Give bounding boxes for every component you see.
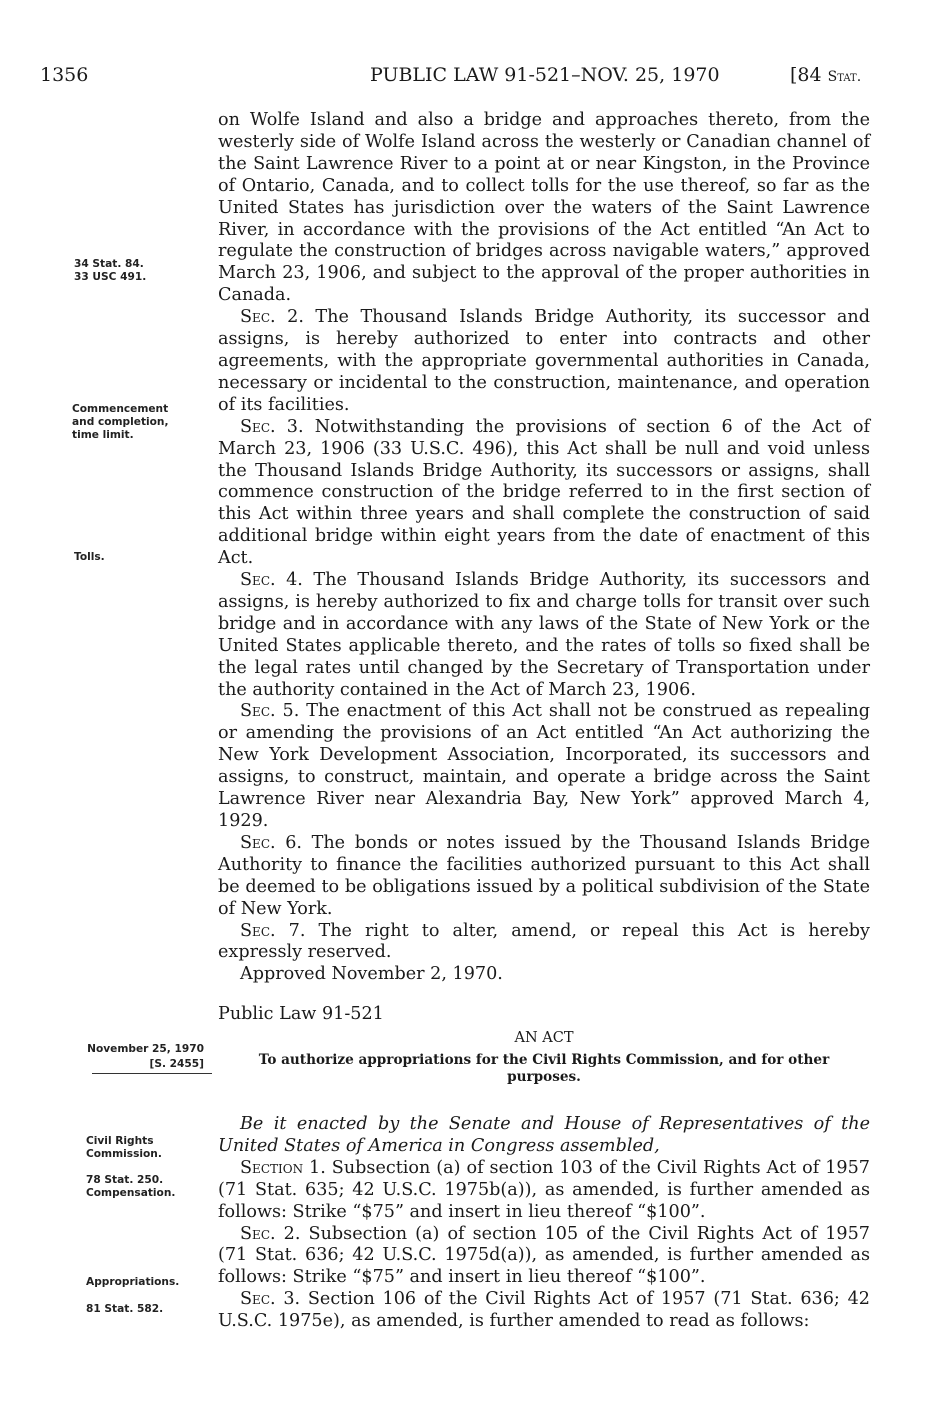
section-7 — [218, 921, 870, 965]
page-number: 1356 — [40, 64, 89, 86]
an-act-heading: AN ACT — [514, 1030, 574, 1046]
section-5-text: 5. The enactment of this Act shall not be construed as repealing or amending the provisions of an Act entitled “An Act authorizing the New York Development Association, Incorporated, its successors and assigns, to construct, maintain, and operate a bridge across the Saint Lawrence River near Alexandria Bay, New York” approved March 4, 1929. — [218, 701, 870, 831]
margin-note-tolls: Tolls. — [74, 551, 105, 563]
sec-label: Sec. — [240, 701, 276, 722]
opening-paragraph: on Wolfe Island and also a bridge and approaches thereto, from the westerly side of Wolfe Island across the westerly or Canadian channel of the Saint Lawrence River to a point at or near Kingston, in the Province of Ontario, Canada, and to collect tolls for the use thereof, so far as the United States has jurisdiction over the waters of the Saint Lawrence River, in accordance with the provisions of the Act entitled “An Act to regulate the construction of bridges across navigable waters,” approved March 23, 1906, and subject to the approval of the proper authorities in Canada. — [218, 110, 870, 306]
stat-volume — [790, 64, 861, 86]
sec-label: Sec. — [240, 307, 276, 328]
stat-volume-word: Stat. — [827, 69, 862, 85]
margin-note-line: 34 Stat. 84. — [74, 258, 144, 270]
margin-note-line: and completion, — [72, 416, 169, 428]
margin-note-stat-582: 81 Stat. 582. — [86, 1303, 164, 1315]
sec-label: Sec. — [240, 416, 276, 437]
section-2 — [218, 307, 870, 417]
new-section-1-text: 1. Subsection (a) of section 103 of the Civil Rights Act of 1957 (71 Stat. 635; 42 U.S.C. 1975b(a)), as amended, is further amended as follows: Strike “$75” and insert in lieu thereof “$100”. — [218, 1157, 870, 1222]
sec-label: Sec. — [240, 570, 276, 591]
margin-note-line: 33 USC 491. — [74, 271, 147, 283]
section-label: Section — [240, 1157, 304, 1178]
section-6-text: 6. The bonds or notes issued by the Thousand Islands Bridge Authority to finance the facilities authorized pursuant to this Act shall be deemed to be obligations issued by a political subdivision of the State of New York. — [218, 832, 870, 919]
sec-label: Sec. — [240, 920, 276, 941]
sec-label: Sec. — [240, 1223, 276, 1244]
margin-note-appropriations: Appropriations. — [86, 1276, 180, 1288]
margin-note-line: Commencement — [72, 403, 169, 415]
sec-label: Sec. — [240, 1289, 276, 1310]
section-3-text: 3. Notwithstanding the provisions of section 6 of the Act of March 23, 1906 (33 U.S.C. 496), this Act shall be null and void unless the Thousand Islands Bridge Authority, its successors or assigns, shall commence construction of the bridge referred to in the first section of this Act within three years and shall complete the construction of said additional bridge within eight years from the date of enactment of this Act. — [218, 416, 870, 569]
new-section-2-text: 2. Subsection (a) of section 105 of the Civil Rights Act of 1957 (71 Stat. 636; 42 U.S.C. 1975d(a)), as amended, is further amended as follows: Strike “$75” and insert in lieu thereof “$100”. — [218, 1223, 870, 1288]
section-2-text: 2. The Thousand Islands Bridge Authority, its successor and assigns, is hereby authorized to enter into contracts and other agreements, with the appropriate governmental authorities in Canada, necessary or incidental to the construction, maintenance, and operation of its facilities. — [218, 307, 870, 415]
margin-note-bill: [S. 2455] — [149, 1058, 204, 1070]
section-4 — [218, 570, 870, 701]
section-7-text: 7. The right to alter, amend, or repeal this Act is hereby expressly reserved. — [218, 920, 870, 963]
approved-date: Approved November 2, 1970. — [240, 964, 503, 985]
new-section-3-text: 3. Section 106 of the Civil Rights Act of 1957 (71 Stat. 636; 42 U.S.C. 1975e), as amended, is further amended to read as follows: — [218, 1289, 870, 1332]
act-purpose: To authorize appropriations for the Civil Rights Commission, and for other purposes. — [258, 1052, 830, 1085]
section-6 — [218, 833, 870, 921]
margin-note-stat-ref — [74, 258, 224, 284]
new-section-3 — [218, 1289, 870, 1333]
margin-note-line: Commission. — [86, 1148, 162, 1160]
section-3 — [218, 417, 870, 570]
margin-note-line: Compensation. — [86, 1187, 176, 1199]
stat-volume-prefix: [84 — [790, 64, 828, 86]
section-5 — [218, 701, 870, 832]
sec-label: Sec. — [240, 832, 276, 853]
new-section-2 — [218, 1224, 870, 1290]
body-text-part-1 — [218, 110, 870, 986]
new-section-1 — [218, 1158, 870, 1224]
margin-note-compensation — [86, 1174, 236, 1200]
section-4-text: 4. The Thousand Islands Bridge Authority, its successors and assigns, is hereby authorized to fix and charge tolls for transit over such bridge and in accordance with any laws of the State of New York or the United States applicable thereto, and the rates of tolls so fixed shall be the legal rates until changed by the Secretary of Transportation under the authority contained in the Act of March 23, 1906. — [218, 570, 870, 700]
enacting-clause: Be it enacted by the Senate and House of Representatives of the United States of America in Congress assembled, — [218, 1114, 870, 1156]
margin-rule — [92, 1073, 212, 1074]
margin-note-line: time limit. — [72, 429, 134, 441]
margin-note-commencement — [72, 403, 222, 442]
public-law-heading: Public Law 91-521 — [218, 1004, 384, 1024]
running-title: PUBLIC LAW 91-521–NOV. 25, 1970 — [370, 64, 720, 86]
margin-note-line: Civil Rights — [86, 1135, 154, 1147]
body-text-part-2 — [218, 1114, 870, 1333]
margin-note-date: November 25, 1970 — [87, 1043, 204, 1055]
margin-note-line: 78 Stat. 250. — [86, 1174, 164, 1186]
margin-note-civil-rights — [86, 1135, 236, 1161]
